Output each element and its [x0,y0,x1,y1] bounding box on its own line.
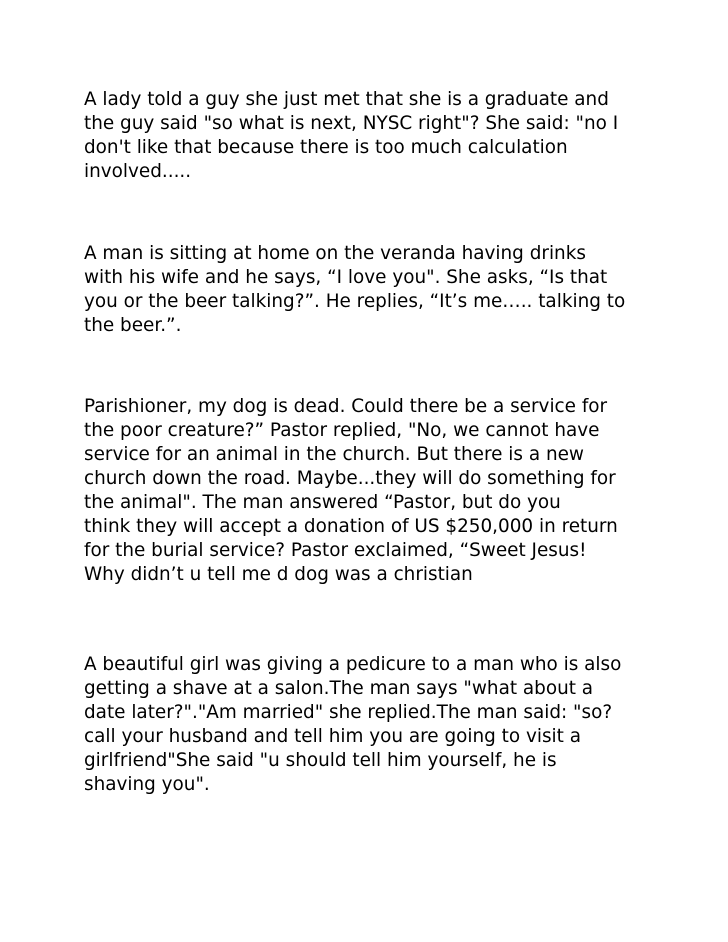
text-line: think they will accept a donation of US $250,000 in return [84,516,618,537]
text-line: A beautiful girl was giving a pedicure to a man who is also [84,654,622,675]
text-line: date later?"."Am married" she replied.The man said: "so? [84,702,613,723]
text-line: A lady told a guy she just met that she is a graduate and [84,89,609,110]
text-line: involved..... [84,161,192,182]
text-line: church down the road. Maybe...they will do something for [84,468,616,489]
text-line: shaving you". [84,774,210,795]
joke-paragraph-3 [84,395,654,587]
text-line: A man is sitting at home on the veranda having drinks [84,243,586,264]
text-line: the poor creature?” Pastor replied, "No, we cannot have [84,420,600,441]
text-line: Parishioner, my dog is dead. Could there be a service for [84,396,608,417]
text-line: service for an animal in the church. But there is a new [84,444,584,465]
text-line: the guy said "so what is next, NYSC right"? She said: "no I [84,113,619,134]
text-line: call your husband and tell him you are going to visit a [84,726,581,747]
text-line: with his wife and he says, “I love you". She asks, “Is that [84,267,608,288]
text-line: don't like that because there is too much calculation [84,137,568,158]
text-line: for the burial service? Pastor exclaimed, “Sweet Jesus! [84,540,587,561]
text-line: getting a shave at a salon.The man says "what about a [84,678,594,699]
joke-paragraph-4 [84,653,654,797]
joke-paragraph-1 [84,88,654,184]
text-line: the beer.”. [84,315,182,336]
joke-paragraph-2 [84,242,654,338]
text-line: you or the beer talking?”. He replies, “It’s me….. talking to [84,291,626,312]
text-line: Why didn’t u tell me d dog was a christian [84,564,473,585]
text-line: the animal". The man answered “Pastor, but do you [84,492,561,513]
text-line: girlfriend"She said "u should tell him yourself, he is [84,750,557,771]
